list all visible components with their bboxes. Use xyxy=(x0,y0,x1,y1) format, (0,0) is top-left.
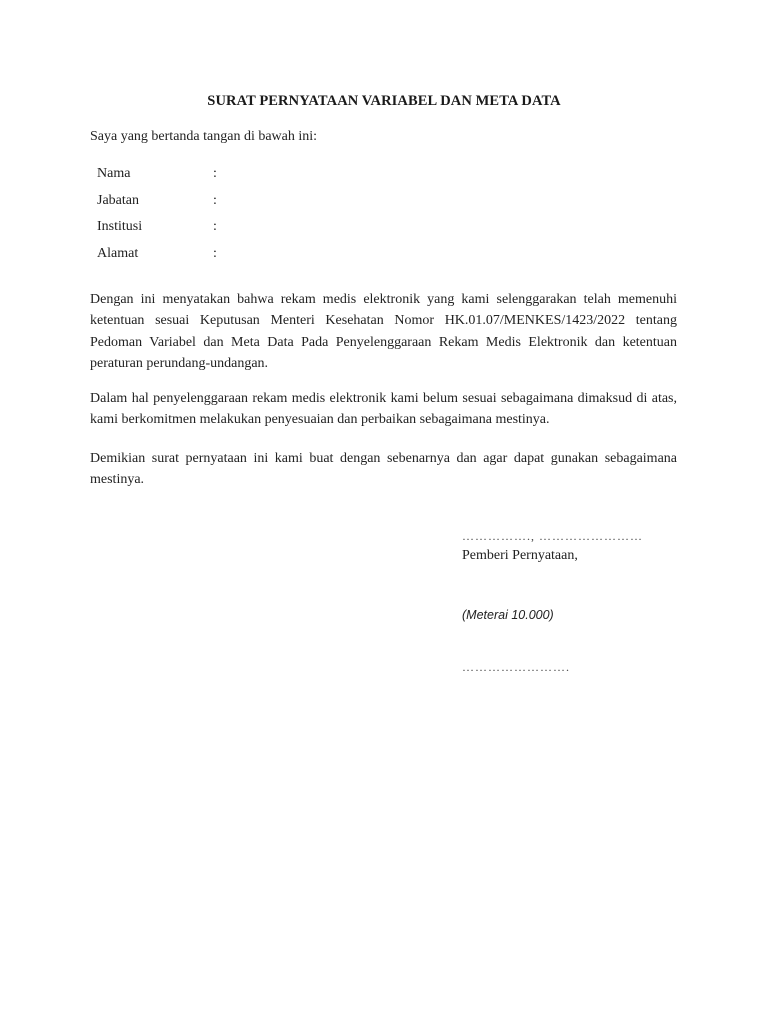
field-colon: : xyxy=(213,166,217,181)
field-row-nama xyxy=(97,165,297,192)
field-row-alamat xyxy=(97,245,297,272)
paragraph-declaration: Dengan ini menyatakan bahwa rekam medis elektronik yang kami selenggarakan telah memenuhi ketentuan sesuai Keputusan Menteri Kesehatan Nomor HK.01.07/MENKES/1423/2022 tentang Pedoman Variabel dan Meta Data Pada Penyelenggaraan Rekam Medis Elektronik dan ketentuan peraturan perundang-undangan. xyxy=(90,292,677,371)
field-label: Jabatan xyxy=(97,192,139,208)
field-colon: : xyxy=(213,245,217,261)
intro-text: Saya yang bertanda tangan di bawah ini: xyxy=(90,129,318,144)
field-row-jabatan xyxy=(97,192,297,219)
signature-giver-label: Pemberi Pernyataan, xyxy=(462,548,578,563)
field-label: Nama xyxy=(97,166,131,181)
paragraph-closing: Demikian surat pernyataan ini kami buat dengan sebenarnya dan agar dapat gunakan sebagaimana mestinya. xyxy=(90,451,677,488)
signature-name-line: ……………………. xyxy=(462,660,570,674)
signature-place-date: ……………., …………………… xyxy=(462,529,643,543)
identity-fields xyxy=(97,165,297,271)
field-colon: : xyxy=(213,192,217,208)
document-title: SURAT PERNYATAAN VARIABEL DAN META DATA xyxy=(207,93,561,109)
field-label: Alamat xyxy=(97,245,139,261)
field-label: Institusi xyxy=(97,219,143,234)
field-row-institusi xyxy=(97,218,297,245)
field-colon: : xyxy=(213,219,217,234)
stamp-duty-note: (Meterai 10.000) xyxy=(462,608,554,622)
paragraph-commitment: Dalam hal penyelenggaraan rekam medis elektronik kami belum sesuai sebagaimana dimaksud di atas, kami berkomitmen melakukan penyesuaian dan perbaikan sebagaimana mestinya. xyxy=(90,391,677,428)
